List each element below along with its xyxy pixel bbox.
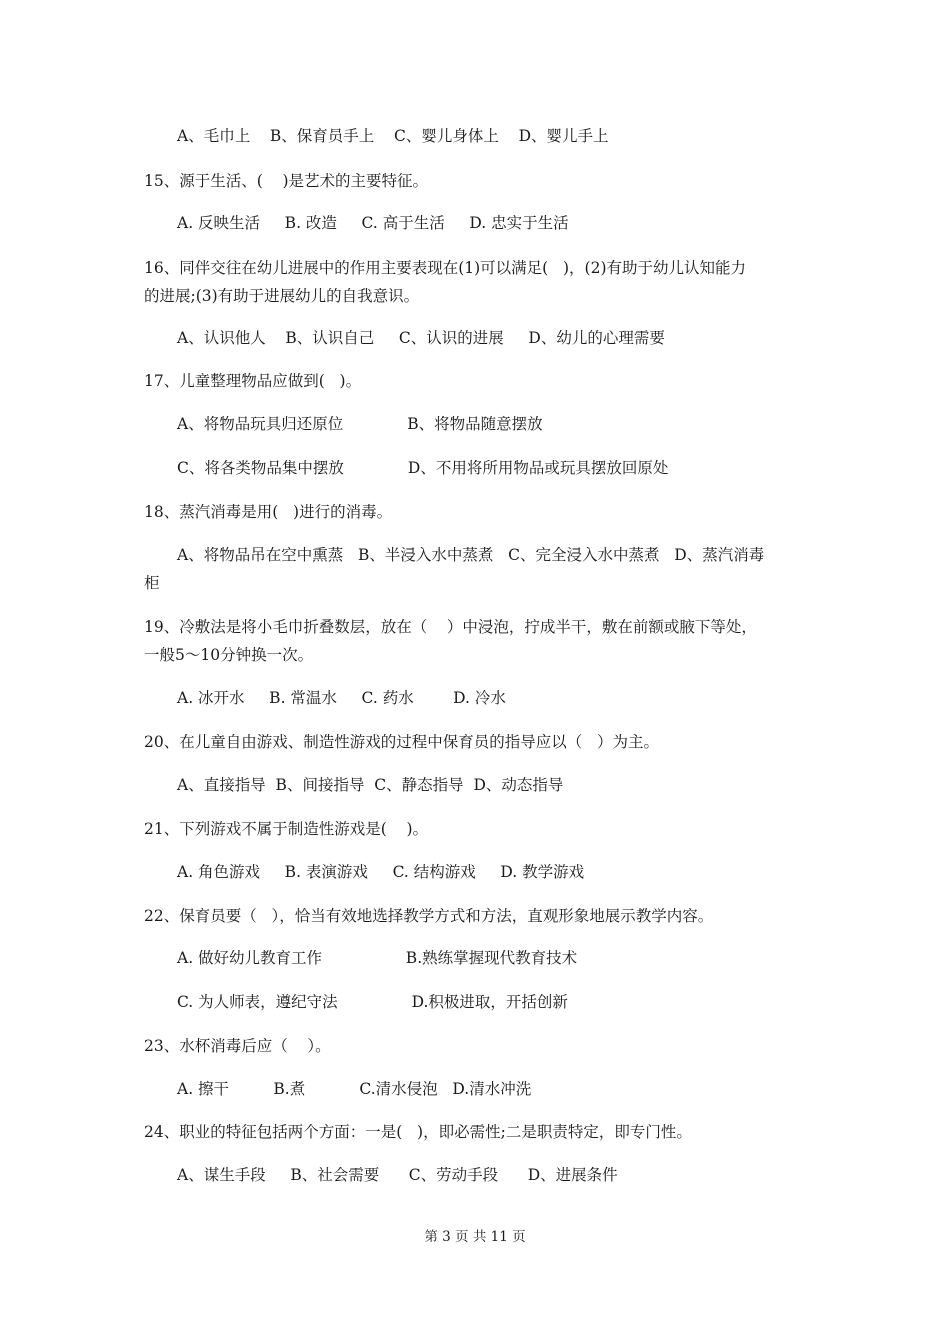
q21-question: 21、下列游戏不属于制造性游戏是( )。 xyxy=(144,820,429,838)
q14-options: A、毛巾上 B、保育员手上 C、婴儿身体上 D、婴儿手上 xyxy=(177,127,609,145)
q20-question: 20、在儿童自由游戏、制造性游戏的过程中保育员的指导应以（ ）为主。 xyxy=(144,733,660,751)
q19-options: A. 冰开水 B. 常温水 C. 药水 D. 冷水 xyxy=(177,689,506,707)
q17-options-cd: C、将各类物品集中摆放 D、不用将所用物品或玩具摆放回原处 xyxy=(177,459,669,477)
q18-options: A、将物品吊在空中熏蒸 B、半浸入水中蒸煮 C、完全浸入水中蒸煮 D、蒸汽消毒 xyxy=(177,546,765,564)
q22-question: 22、保育员要（ ），恰当有效地选择教学方式和方法，直观形象地展示教学内容。 xyxy=(144,907,714,925)
q19-question: 19、冷敷法是将小毛巾折叠数层，放在（ ）中浸泡，拧成半干，敷在前额或腋下等处， xyxy=(144,618,757,636)
q22-options-cd: C. 为人师表，遵纪守法 D.积极进取，开括创新 xyxy=(177,993,568,1011)
q19-question-cont: 一般5～10分钟换一次。 xyxy=(144,646,314,664)
q21-options: A. 角色游戏 B. 表演游戏 C. 结构游戏 D. 教学游戏 xyxy=(177,863,585,881)
q22-options-ab: A. 做好幼儿教育工作 B.熟练掌握现代教育技术 xyxy=(177,949,578,967)
q15-question: 15、源于生活、( )是艺术的主要特征。 xyxy=(144,172,429,190)
q18-options-cont: 柜 xyxy=(144,574,160,592)
page-footer: 第 3 页 共 11 页 xyxy=(424,1229,526,1245)
q23-question: 23、水杯消毒后应（ ）。 xyxy=(144,1037,331,1055)
q24-question: 24、职业的特征包括两个方面：一是( )，即必需性;二是职责特定，即专门性。 xyxy=(144,1123,692,1141)
q17-options-ab: A、将物品玩具归还原位 B、将物品随意摆放 xyxy=(177,415,543,433)
q15-options: A. 反映生活 B. 改造 C. 高于生活 D. 忠实于生活 xyxy=(177,214,569,232)
q18-question: 18、蒸汽消毒是用( )进行的消毒。 xyxy=(144,503,393,521)
q23-options: A. 擦干 B.煮 C.清水侵泡 D.清水冲洗 xyxy=(177,1080,532,1098)
q17-question: 17、儿童整理物品应做到( )。 xyxy=(144,372,362,390)
q24-options: A、谋生手段 B、社会需要 C、劳动手段 D、进展条件 xyxy=(177,1166,618,1184)
q16-question-cont: 的进展;(3)有助于进展幼儿的自我意识。 xyxy=(144,287,420,305)
q20-options: A、直接指导 B、间接指导 C、静态指导 D、动态指导 xyxy=(177,776,564,794)
q16-question: 16、同伴交往在幼儿进展中的作用主要表现在(1)可以满足( )，(2)有助于幼儿认知能力 xyxy=(144,259,747,277)
q16-options: A、认识他人 B、认识自己 C、认识的进展 D、幼儿的心理需要 xyxy=(177,329,665,347)
